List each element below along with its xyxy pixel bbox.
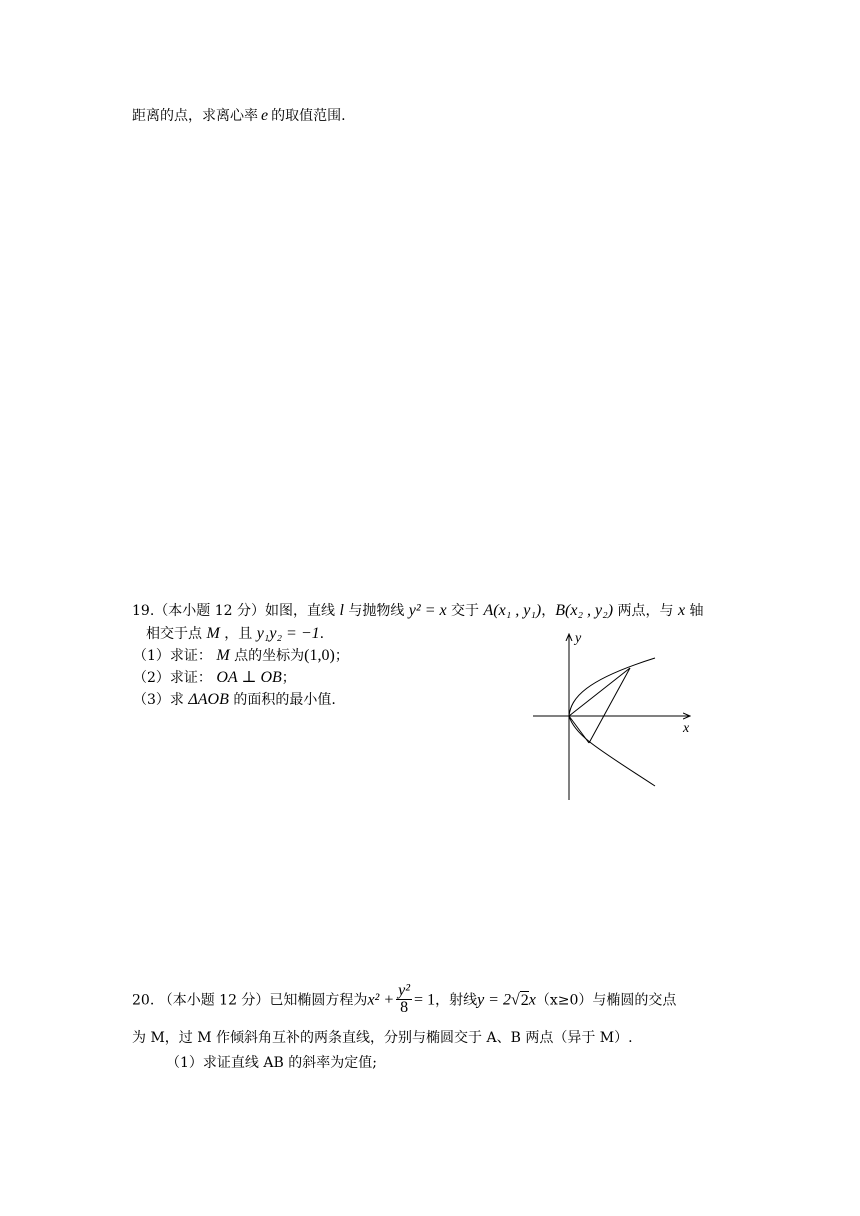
q20-text2: ，射线 xyxy=(435,992,478,1009)
q19-part3-expr: ΔAOB xyxy=(188,691,229,708)
q19-point-a: A(x₁ , y₁) xyxy=(483,602,542,619)
q19-line2c: . xyxy=(319,626,325,642)
q20-eq-x: x² + xyxy=(367,991,395,1009)
q20-number: 20. xyxy=(132,992,155,1009)
q19-mid2: 交于 xyxy=(451,603,480,619)
q20-frac-num: y² xyxy=(398,982,411,999)
q20-sqrt-sign: √ xyxy=(510,991,520,1009)
parabola-upper xyxy=(569,658,655,716)
q20-eq-rhs: = 1 xyxy=(414,991,436,1009)
q19-part1-end: ； xyxy=(334,648,349,664)
q19-m-var: M xyxy=(206,625,220,642)
q20-frac-den: 8 xyxy=(400,999,409,1016)
y-axis-label: y xyxy=(575,631,582,646)
q19-part1-coord: (1,0) xyxy=(304,647,335,664)
segment-ob xyxy=(569,716,589,743)
q19-part2-end: ； xyxy=(281,670,296,686)
q20-line1 xyxy=(132,984,676,1017)
q19-part2 xyxy=(133,668,296,688)
q18-tail-end: 的取值范围. xyxy=(271,108,346,124)
q19-line-var: l xyxy=(339,602,344,619)
q19-part3-label: （3）求 xyxy=(133,692,184,708)
q20-ray-x: x xyxy=(528,991,536,1009)
q20-line2: 为 M，过 M 作倾斜角互补的两条直线，分别与椭圆交于 A、B 两点（异于 M）. xyxy=(132,1030,633,1046)
q19-parabola-eq: y² = x xyxy=(408,602,447,619)
segment-ab xyxy=(589,668,630,743)
q18-tail-text: 距离的点，求离心率 xyxy=(132,108,258,124)
q19-sep: ， xyxy=(541,603,556,619)
q19-part1-label: （1）求证： xyxy=(133,648,212,664)
segment-oa xyxy=(569,668,630,716)
q19-line2 xyxy=(146,624,324,644)
q20-sqrt-arg: 2 xyxy=(520,991,529,1009)
q19-point-b: B(x₂ , y₂) xyxy=(555,602,614,619)
q19-part2-label: （2）求证： xyxy=(133,670,212,686)
q19-part1-m: M xyxy=(216,647,230,664)
parabola-lower xyxy=(569,716,655,786)
q18-variable-e: e xyxy=(261,107,269,124)
q20-text1: （本小题 12 分）已知椭圆方程为 xyxy=(158,992,368,1009)
q19-condition: y₁y₂ = −1 xyxy=(256,625,320,642)
q19-line2b: ，且 xyxy=(224,626,253,642)
q19-line2a: 相交于点 xyxy=(146,626,202,642)
q19-figure xyxy=(525,628,705,808)
q20-part1: （1）求证直线 AB 的斜率为定值; xyxy=(166,1055,377,1071)
q19-part1-text: 点的坐标为 xyxy=(234,648,305,664)
q19-part3-text: 的面积的最小值. xyxy=(233,692,336,708)
q19-line1 xyxy=(132,601,704,621)
q19-part3 xyxy=(133,690,336,710)
q19-mid3: 两点，与 xyxy=(617,603,674,619)
q19-end1: 轴 xyxy=(689,603,704,619)
q19-x-var: x xyxy=(677,602,686,619)
q18-tail-line xyxy=(132,106,346,126)
q19-part2-expr: OA ⊥ OB xyxy=(216,669,282,686)
q19-score-text: （本小题 12 分）如图，直线 xyxy=(154,603,335,619)
q20-cond: （x≥0）与椭圆的交点 xyxy=(535,992,677,1009)
q19-number: 19. xyxy=(132,603,155,619)
q19-mid1: 与抛物线 xyxy=(348,603,405,619)
q20-ray: y = 2 xyxy=(477,991,511,1009)
q19-part1 xyxy=(133,646,349,666)
q20-fraction xyxy=(396,983,412,1016)
x-axis-label: x xyxy=(683,721,690,736)
